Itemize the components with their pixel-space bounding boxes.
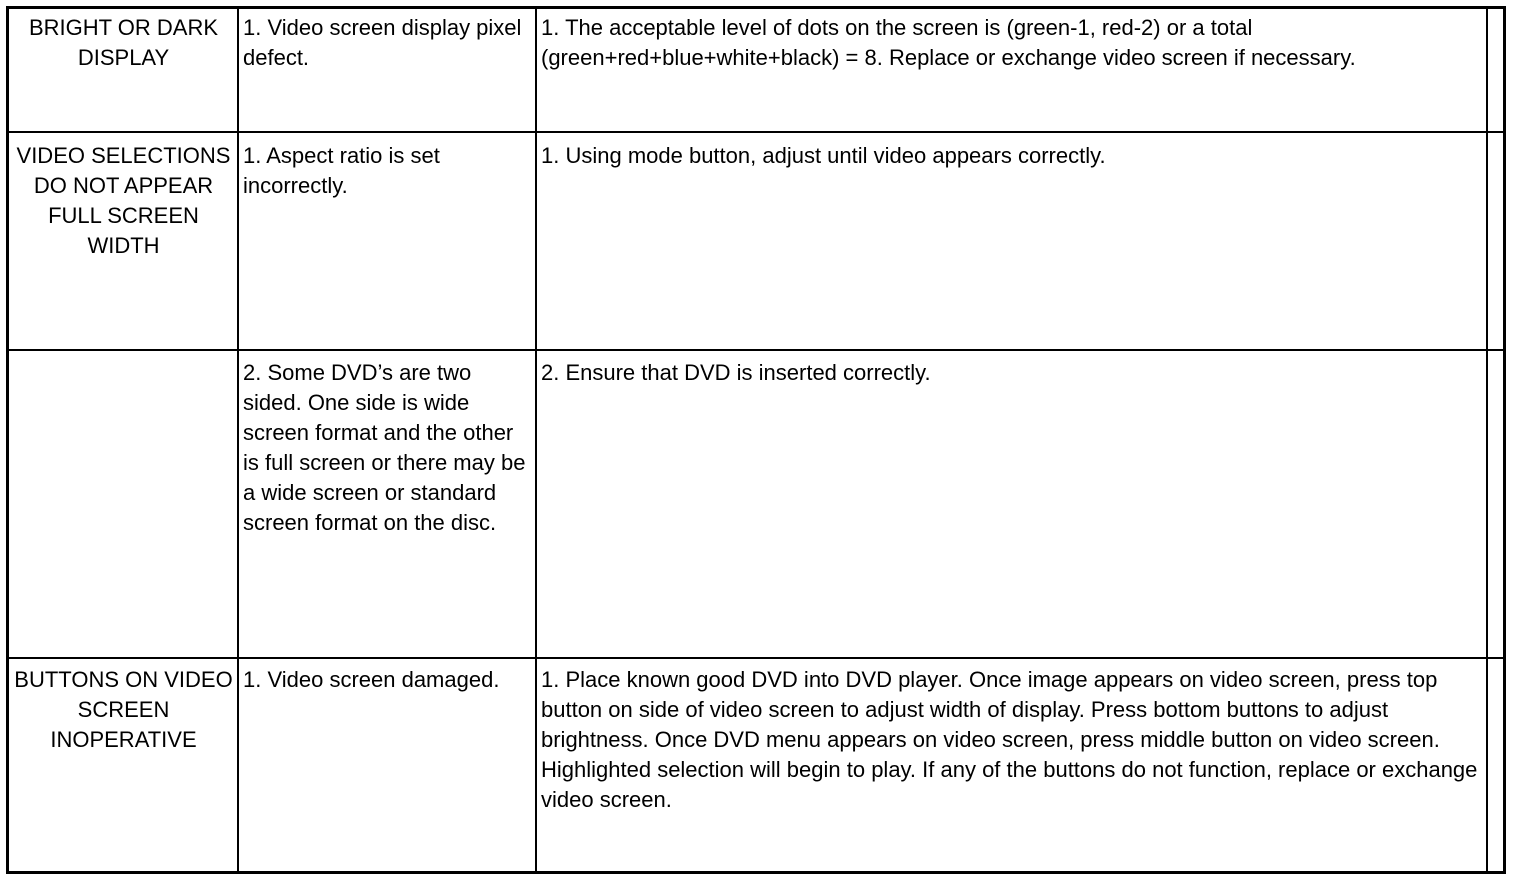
solution-cell: 1. Using mode button, adjust until video appears correctly. bbox=[541, 143, 1106, 168]
cause-cell: 1. Video screen damaged. bbox=[243, 667, 500, 692]
symptom-cell: BUTTONS ON VIDEO SCREEN INOPERATIVE bbox=[14, 667, 233, 752]
cause-cell: 1. Aspect ratio is set incorrectly. bbox=[243, 143, 440, 198]
column-divider-3 bbox=[1486, 6, 1488, 874]
symptom-cell: VIDEO SELECTIONS DO NOT APPEAR FULL SCREEN WIDTH bbox=[16, 143, 231, 258]
solution-cell: 2. Ensure that DVD is inserted correctly. bbox=[541, 360, 931, 385]
cause-cell: 1. Video screen display pixel defect. bbox=[243, 15, 522, 70]
row-divider-2 bbox=[6, 349, 1506, 351]
row-divider-3 bbox=[6, 657, 1506, 659]
solution-cell: 1. The acceptable level of dots on the screen is (green-1, red-2) or a total (green+red+blue+white+black) = 8. Replace or exchange video screen if necessary. bbox=[541, 15, 1356, 70]
symptom-cell: BRIGHT OR DARK DISPLAY bbox=[28, 15, 219, 70]
solution-cell: 1. Place known good DVD into DVD player. Once image appears on video screen, press top button on side of video screen to adjust width of display. Press bottom buttons to adjust brightness. Once DVD menu appears on video screen, press middle button on video screen. Highlighted selection will begin to play. If any of the buttons do not function, replace or exchange video screen. bbox=[541, 667, 1478, 812]
row-divider-1 bbox=[6, 131, 1506, 133]
column-divider-2 bbox=[535, 6, 537, 874]
cause-cell: 2. Some DVD’s are two sided. One side is wide screen format and the other is full screen or there may be a wide screen or standard screen format on the disc. bbox=[243, 360, 526, 535]
